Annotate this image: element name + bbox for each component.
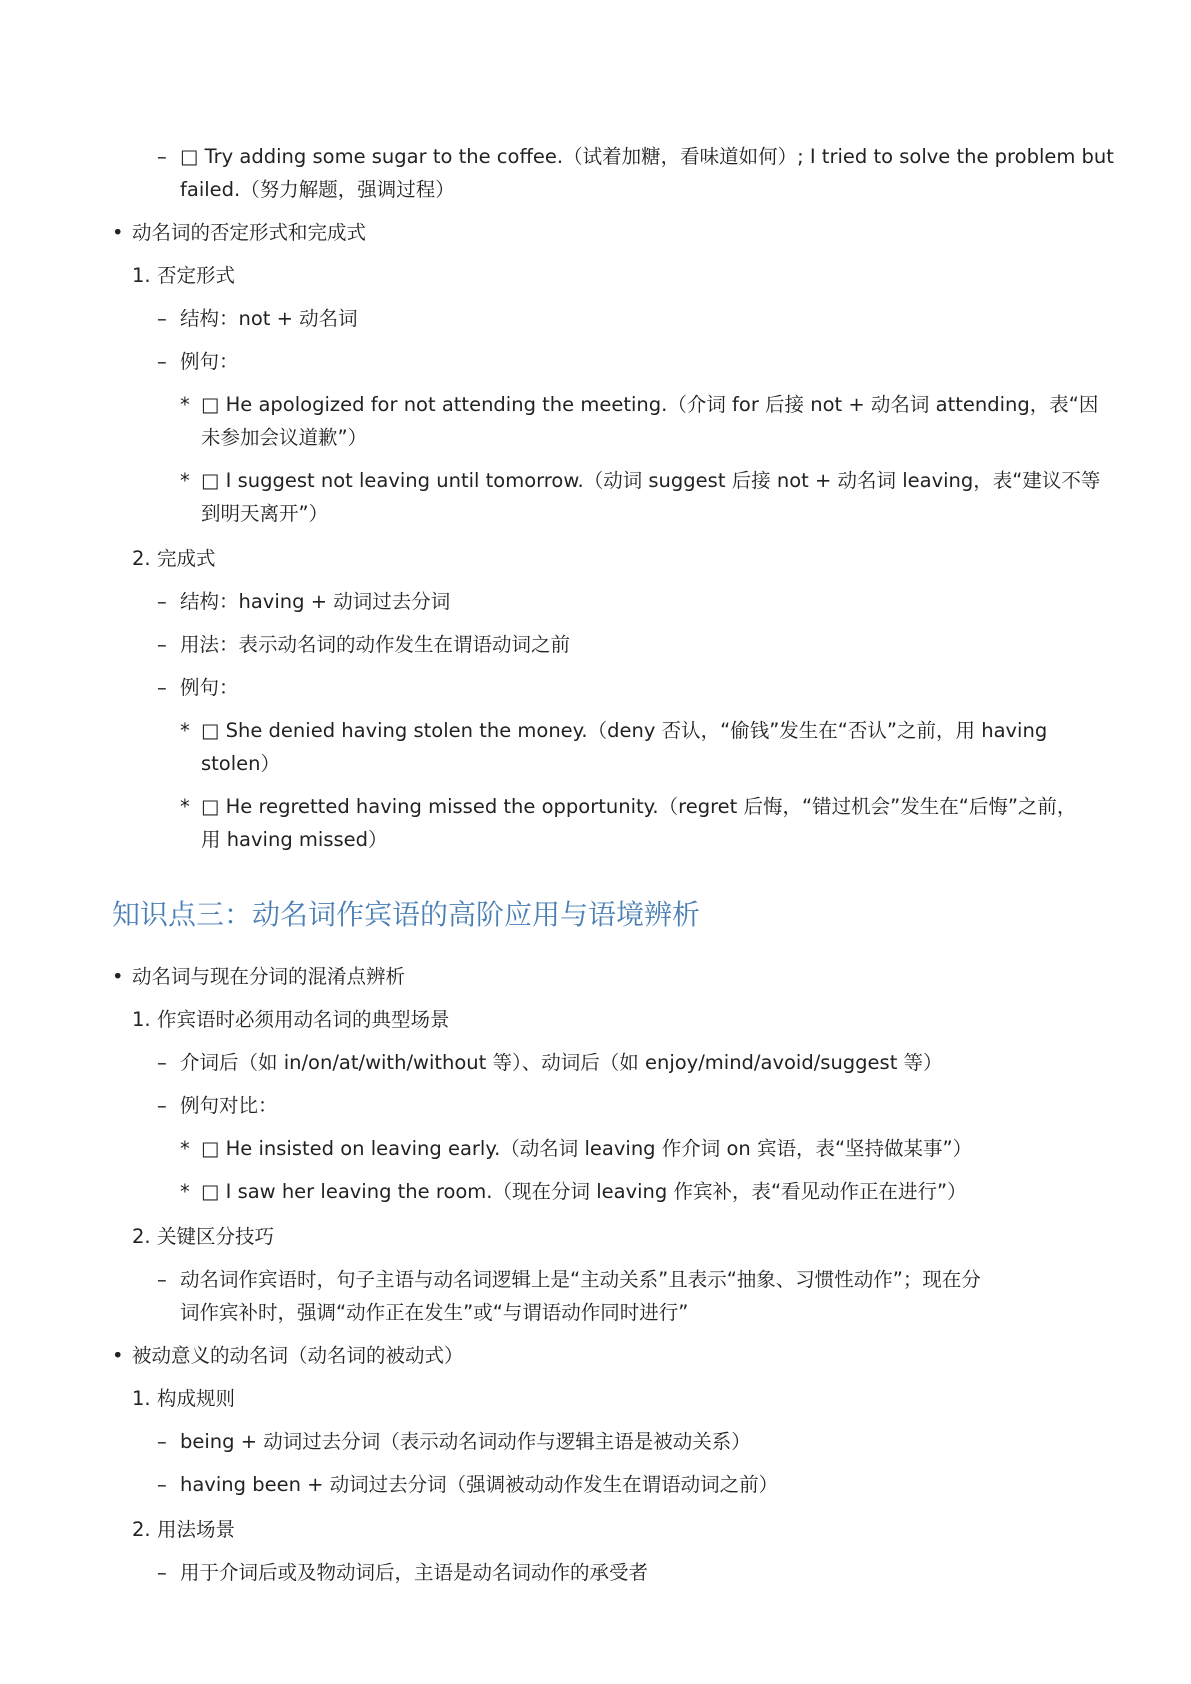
- list-marker: 2.: [132, 1225, 151, 1248]
- list-marker: –: [157, 1051, 167, 1074]
- text-line: □ He insisted on leaving early.（动名词 leaving 作介词 on 宾语，表“坚持做某事”）: [201, 1137, 973, 1160]
- list-marker: –: [157, 307, 167, 330]
- list-marker: –: [157, 633, 167, 656]
- text-line: □ Try adding some sugar to the coffee.（试着加糖，看味道如何）; I tried to solve the problem but: [180, 145, 1114, 168]
- list-marker: –: [157, 1094, 167, 1117]
- list-marker: •: [112, 1344, 124, 1367]
- list-marker: 1.: [132, 1008, 151, 1031]
- list-marker: *: [180, 469, 190, 492]
- text-line: 结构：having + 动词过去分词: [180, 590, 451, 613]
- list-marker: *: [180, 719, 190, 742]
- text-line: 例句：: [180, 350, 239, 373]
- list-marker: –: [157, 676, 167, 699]
- list-marker: –: [157, 1561, 167, 1584]
- list-marker: –: [157, 1268, 167, 1291]
- list-marker: 2.: [132, 547, 151, 570]
- text-line: 关键区分技巧: [157, 1225, 275, 1248]
- text-line: 词作宾补时，强调“动作正在发生”或“与谓语动作同时进行”: [180, 1301, 689, 1324]
- text-line: 例句对比：: [180, 1094, 278, 1117]
- list-marker: –: [157, 350, 167, 373]
- text-line: 动名词作宾语时，句子主语与动名词逻辑上是“主动关系”且表示“抽象、习惯性动作”；现在分: [180, 1268, 981, 1291]
- section-heading: 知识点三：动名词作宾语的高阶应用与语境辨析: [112, 898, 701, 931]
- text-line: failed.（努力解题，强调过程）: [180, 178, 455, 201]
- text-line: □ He regretted having missed the opportunity.（regret 后悔，“错过机会”发生在“后悔”之前，: [201, 795, 1077, 818]
- list-marker: 2.: [132, 1518, 151, 1541]
- text-line: □ He apologized for not attending the meeting.（介词 for 后接 not + 动名词 attending，表“因: [201, 393, 1099, 416]
- list-marker: 1.: [132, 264, 151, 287]
- list-marker: –: [157, 1430, 167, 1453]
- text-line: stolen）: [201, 752, 281, 775]
- text-line: 作宾语时必须用动名词的典型场景: [157, 1008, 450, 1031]
- text-line: 例句：: [180, 676, 239, 699]
- text-line: 到明天离开”）: [201, 502, 329, 525]
- list-marker: *: [180, 393, 190, 416]
- text-line: 未参加会议道歉”）: [201, 426, 368, 449]
- list-marker: 1.: [132, 1387, 151, 1410]
- list-marker: •: [112, 965, 124, 988]
- text-line: having been + 动词过去分词（强调被动动作发生在谓语动词之前）: [180, 1473, 779, 1496]
- text-line: 构成规则: [157, 1387, 236, 1410]
- text-line: □ I saw her leaving the room.（现在分词 leaving 作宾补，表“看见动作正在进行”）: [201, 1180, 967, 1203]
- text-line: □ I suggest not leaving until tomorrow.（动词 suggest 后接 not + 动名词 leaving，表“建议不等: [201, 469, 1101, 492]
- text-line: □ She denied having stolen the money.（deny 否认，“偷钱”发生在“否认”之前，用 having: [201, 719, 1048, 742]
- text-line: 结构：not + 动名词: [180, 307, 358, 330]
- text-line: 介词后（如 in/on/at/with/without 等）、动词后（如 enjoy/mind/avoid/suggest 等）: [180, 1051, 943, 1074]
- text-line: 动名词的否定形式和完成式: [132, 221, 367, 244]
- list-marker: –: [157, 590, 167, 613]
- list-marker: *: [180, 795, 190, 818]
- text-line: 用法场景: [157, 1518, 236, 1541]
- text-line: 动名词与现在分词的混淆点辨析: [132, 965, 406, 988]
- list-marker: *: [180, 1180, 190, 1203]
- text-line: 用 having missed）: [201, 828, 388, 851]
- text-line: 完成式: [157, 547, 216, 570]
- text-line: 否定形式: [157, 264, 236, 287]
- list-marker: –: [157, 145, 167, 168]
- list-marker: •: [112, 221, 124, 244]
- text-line: 用法：表示动名词的动作发生在谓语动词之前: [180, 633, 571, 656]
- list-marker: *: [180, 1137, 190, 1160]
- text-line: 被动意义的动名词（动名词的被动式）: [132, 1344, 464, 1367]
- list-marker: –: [157, 1473, 167, 1496]
- text-line: being + 动词过去分词（表示动名词动作与逻辑主语是被动关系）: [180, 1430, 751, 1453]
- text-line: 用于介词后或及物动词后，主语是动名词动作的承受者: [180, 1561, 649, 1584]
